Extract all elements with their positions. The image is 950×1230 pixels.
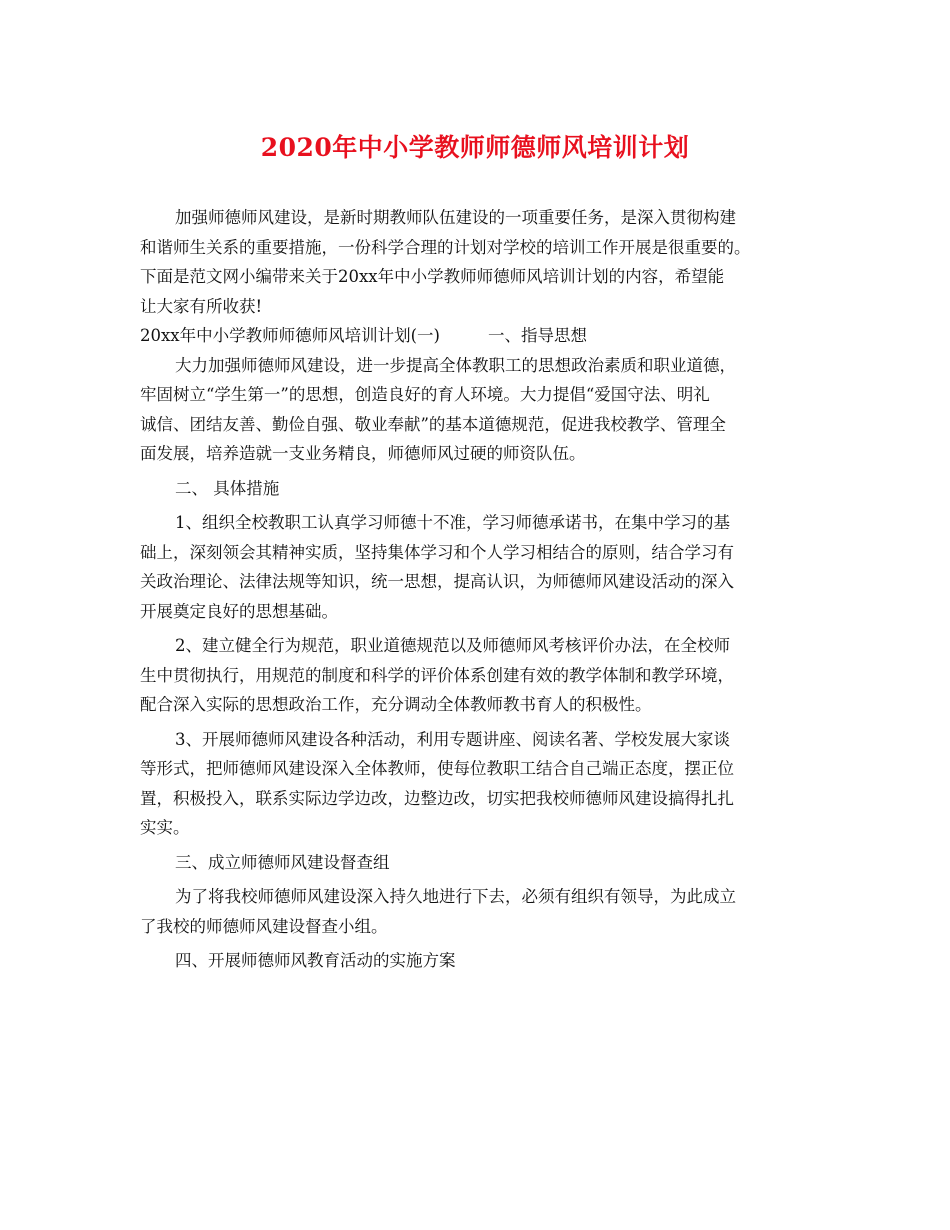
paragraph-line: 1、组织全校教职工认真学习师德十不准，学习师德承诺书，在集中学习的基: [175, 513, 730, 532]
paragraph-line: 开展奠定良好的思想基础。: [140, 601, 338, 621]
section-heading-row: [140, 321, 820, 351]
intro-line: 和谐师生关系的重要措施，一份科学合理的计划对学校的培训工作开展是很重要的。: [140, 237, 751, 257]
paragraph-line: 配合深入实际的思想政治工作，充分调动全体教师教书育人的积极性。: [140, 695, 652, 714]
paragraph-line: 置，积极投入，联系实际边学边改，边整边改，切实把我校师德师风建设搞得扎扎: [140, 788, 734, 808]
paragraph-line: 关政治理论、法律法规等知识，统一思想，提高认识，为师德师风建设活动的深入: [140, 572, 734, 591]
paragraph-line: 为了将我校师德师风建设深入持久地进行下去，必须有组织有领导，为此成立: [175, 887, 736, 906]
paragraph-line: 大力加强师德师风建设，进一步提高全体教职工的思想政治素质和职业道德，: [175, 355, 736, 375]
paragraph-line: 础上，深刻领会其精神实质，坚持集体学习和个人学习相结合的原则，结合学习有: [140, 542, 734, 562]
intro-line: 加强师德师风建设，是新时期教师队伍建设的一项重要任务，是深入贯彻构建: [175, 208, 736, 227]
section-heading: 20xx年中小学教师师德师风培训计划(一): [140, 326, 440, 345]
document-title: 2020年中小学教师师德师风培训计划: [260, 133, 690, 162]
paragraph-line: 等形式，把师德师风建设深入全体教师，使每位教职工结合自己端正态度，摆正位: [140, 759, 734, 778]
section-one-title: 一、指导思想: [487, 326, 587, 345]
section-four-title: 四、开展师德师风教育活动的实施方案: [175, 951, 456, 970]
intro-paragraph: [140, 203, 820, 321]
section-two-title: 二、 具体措施: [175, 478, 280, 498]
section-three-title: 三、成立师德师风建设督查组: [175, 852, 390, 872]
paragraph-line: 牢固树立“学生第一”的思想，创造良好的育人环境。大力提倡“爱国守法、明礼: [140, 385, 710, 404]
paragraph-line: 诚信、团结友善、勤俭自强、敬业奉献”的基本道德规范，促进我校教学、管理全: [140, 414, 726, 434]
paragraph-line: 2、建立健全行为规范，职业道德规范以及师德师风考核评价办法，在全校师: [175, 636, 730, 655]
paragraph-line: 生中贯彻执行，用规范的制度和科学的评价体系创建有效的教学体制和教学环境，: [140, 665, 734, 685]
intro-line: 下面是范文网小编带来关于20xx年中小学教师师德师风培训计划的内容，希望能: [140, 267, 725, 286]
measure-1-paragraph: [140, 508, 820, 626]
document-body: [140, 203, 820, 976]
measure-3-paragraph: [140, 725, 820, 843]
paragraph-line: 面发展，培养造就一支业务精良，师德师风过硬的师资队伍。: [140, 444, 586, 463]
section-three-paragraph: [140, 882, 820, 941]
measure-2-paragraph: [140, 631, 820, 720]
guiding-thought-paragraph: [140, 351, 820, 469]
paragraph-line: 了我校的师德师风建设督查小组。: [140, 916, 388, 936]
paragraph-line: 3、开展师德师风建设各种活动，利用专题讲座、阅读名著、学校发展大家谈: [175, 729, 730, 749]
paragraph-line: 实实。: [140, 818, 190, 837]
intro-line: 让大家有所收获!: [140, 296, 263, 316]
